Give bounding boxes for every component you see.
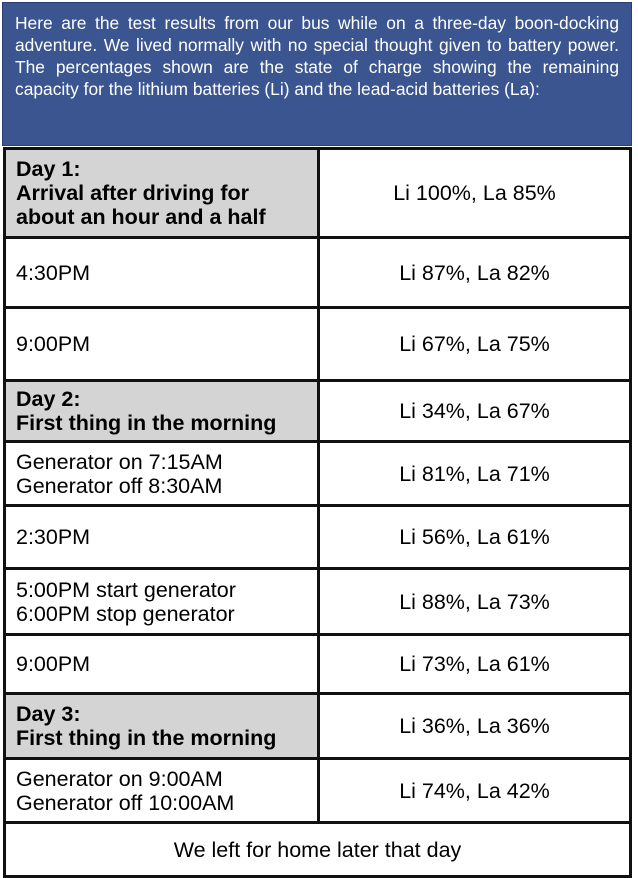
charge-value: Li 73%, La 61% (319, 635, 631, 694)
charge-value: Li 67%, La 75% (319, 308, 631, 381)
intro-text: Here are the test results from our bus while on a three-day boon-docking adventure. We lived normally with no special thought given to battery power. The percentages shown are the state of charge showing the remaining capacity for the lithium batteries (Li) and the lead-acid batteries (La): (2, 2, 632, 146)
day-label: Day 3: (16, 702, 81, 726)
table-row (5, 694, 631, 759)
charge-value: Li 100%, La 85% (319, 149, 631, 238)
time-label: 6:00PM stop generator (16, 601, 235, 626)
table-row (5, 506, 631, 569)
table-row (5, 238, 631, 308)
results-table (3, 147, 632, 878)
time-cell (5, 635, 319, 694)
day-1-cell (5, 149, 319, 238)
day-label: Day 1: (16, 157, 81, 181)
day-description: Arrival after driving for (16, 181, 249, 205)
time-label: Generator on 7:15AM (16, 449, 223, 474)
day-description: First thing in the morning (16, 726, 277, 750)
charge-value: Li 87%, La 82% (319, 238, 631, 308)
table-row (5, 759, 631, 823)
table-row (5, 308, 631, 381)
time-cell (5, 308, 319, 381)
time-label: 9:00PM (16, 652, 91, 676)
time-label: Generator off 8:30AM (16, 473, 223, 498)
time-cell (5, 506, 319, 569)
charge-value: Li 88%, La 73% (319, 569, 631, 635)
day-label: Day 2: (16, 387, 81, 411)
table-row (5, 635, 631, 694)
time-label: Generator on 9:00AM (16, 766, 223, 791)
day-description: First thing in the morning (16, 411, 277, 435)
table-row (5, 149, 631, 238)
time-cell (5, 238, 319, 308)
charge-value: Li 36%, La 36% (319, 694, 631, 759)
footer-note: We left for home later that day (5, 823, 631, 877)
time-label: 9:00PM (16, 332, 91, 356)
day-description: about an hour and a half (16, 205, 266, 229)
table-row (5, 823, 631, 877)
time-label: Generator off 10:00AM (16, 790, 235, 815)
time-cell (5, 759, 319, 823)
day-2-cell (5, 381, 319, 442)
charge-value: Li 74%, La 42% (319, 759, 631, 823)
day-3-cell (5, 694, 319, 759)
time-label: 4:30PM (16, 260, 91, 285)
charge-value: Li 81%, La 71% (319, 442, 631, 506)
time-cell (5, 442, 319, 506)
time-cell (5, 569, 319, 635)
table-row (5, 381, 631, 442)
table-row (5, 569, 631, 635)
charge-value: Li 34%, La 67% (319, 381, 631, 442)
charge-value: Li 56%, La 61% (319, 506, 631, 569)
time-label: 5:00PM start generator (16, 577, 236, 602)
table-row (5, 442, 631, 506)
time-label: 2:30PM (16, 525, 91, 549)
